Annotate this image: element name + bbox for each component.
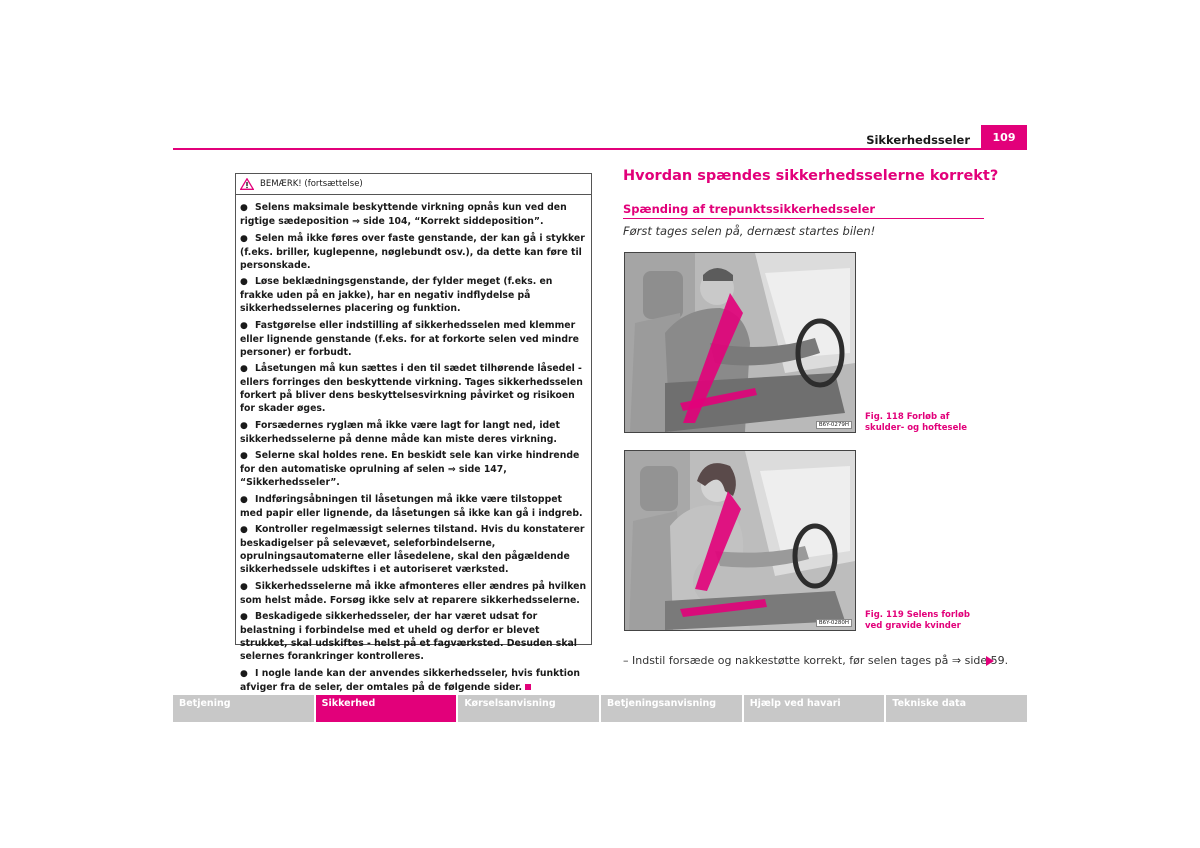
list-item: ● Selens maksimale beskyttende virkning opnås kun ved den rigtige sædeposition ⇒ side 104, “Korrekt siddeposition”. bbox=[240, 202, 567, 227]
list-item: ● Løse beklædningsgenstande, der fylder meget (f.eks. en frakke uden på en jakke), har en negativ indflydelse på sikkerhedsselernes placering og funktion. bbox=[240, 276, 553, 314]
intro-text: Først tages selen på, dernæst startes bilen! bbox=[623, 224, 876, 238]
list-item: ● Fastgørelse eller indstilling af sikkerhedsselen med klemmer eller lignende genstande (f.eks. for at forkorte selen ved mindre personer) er forbudt. bbox=[240, 319, 579, 358]
list-item: ● Sikkerhedsselerne må ikke afmonteres eller ændres på hvilken som helst måde. Forsøg ikke selv at reparere sikkerhedsselerne. bbox=[240, 580, 587, 606]
tab-tekniske-data[interactable]: Tekniske data bbox=[886, 695, 1027, 722]
sub-heading: Spænding af trepunktssikkerhedsseler bbox=[623, 202, 876, 216]
figure-caption: Fig. 118 Forløb af skulder- og hoftesele bbox=[865, 412, 968, 433]
next-page-arrow-icon[interactable] bbox=[986, 656, 994, 666]
pregnant-driver-seatbelt-illustration-icon bbox=[625, 451, 855, 630]
list-item: ● Forsædernes ryglæn må ikke være lagt for langt ned, idet sikkerhedsselerne på denne måde kan miste deres virkning. bbox=[240, 419, 560, 445]
list-item: ● Beskadigede sikkerhedsseler, der har været udsat for belastning i forbindelse med et uheld og derfor er blevet strukket, skal udskiftes - helst på et fagværksted. Desuden skal selernes forankringer kontrolleres. bbox=[240, 611, 577, 662]
figure-code: B6Y-0279H bbox=[816, 421, 852, 429]
footer-nav bbox=[173, 695, 1027, 722]
figure-caption: Fig. 119 Selens forløb ved gravide kvinder bbox=[865, 610, 970, 631]
warning-box bbox=[235, 173, 592, 693]
warning-triangle-icon bbox=[240, 178, 254, 190]
warning-list bbox=[236, 195, 591, 694]
tab-korselsanvisning[interactable]: Kørselsanvisning bbox=[458, 695, 599, 722]
end-marker-icon bbox=[525, 684, 531, 690]
warning-header bbox=[236, 174, 591, 195]
list-item: ● Indføringsåbningen til låsetungen må ikke være tilstoppet med papir eller lignende, da låsetungen så ikke kan gå i indgreb. bbox=[240, 493, 583, 519]
tab-hjaelp-ved-havari[interactable]: Hjælp ved havari bbox=[744, 695, 885, 722]
instruction-text: – Indstil forsæde og nakkestøtte korrekt, før selen tages på ⇒ side 59. bbox=[623, 654, 1009, 667]
header-divider bbox=[173, 148, 1027, 150]
figure-119 bbox=[624, 450, 856, 631]
tab-sikkerhed[interactable]: Sikkerhed bbox=[316, 695, 457, 722]
list-item: ● Selerne skal holdes rene. En beskidt sele kan virke hindrende for den automatiske oprulning af selen ⇒ side 147, “Sikkerhedsseler”. bbox=[240, 450, 580, 488]
tab-betjening[interactable]: Betjening bbox=[173, 695, 314, 722]
figure-118 bbox=[624, 252, 856, 433]
list-item: ● I nogle lande kan der anvendes sikkerhedsseler, hvis funktion afviger fra de seler, der omtales på de følgende sider. bbox=[240, 667, 580, 693]
list-item: ● Selen må ikke føres over faste genstande, der kan gå i stykker (f.eks. briller, kuglepenne, nøglebundt osv.), da dette kan føre til personskade. bbox=[240, 232, 585, 271]
section-title: Sikkerhedsseler bbox=[866, 133, 970, 147]
driver-seatbelt-illustration-icon bbox=[625, 253, 855, 432]
tab-betjeningsanvisning[interactable]: Betjeningsanvisning bbox=[601, 695, 742, 722]
list-item: ● Kontroller regelmæssigt selernes tilstand. Hvis du konstaterer beskadigelser på selevævet, seleforbindelserne, oprulningsautomaterne eller låsedelene, skal den pågældende sikkerhedssele udskiftes i et autoriseret værksted. bbox=[240, 524, 585, 575]
main-heading: Hvordan spændes sikkerhedsselerne korrekt? bbox=[623, 168, 999, 184]
page-number: 109 bbox=[981, 125, 1027, 149]
subheading-divider bbox=[623, 218, 984, 219]
warning-heading: BEMÆRK! (fortsættelse) bbox=[260, 179, 363, 189]
figure-code: B6Y-0280H bbox=[816, 619, 852, 627]
list-item: ● Låsetungen må kun sættes i den til sædet tilhørende låsedel - ellers forringes den beskyttende virkning. Tages sikkerhedsselen forkert på bliver dens beskyttelsesvirkning påvirket og risikoen for skader øges. bbox=[240, 363, 583, 414]
